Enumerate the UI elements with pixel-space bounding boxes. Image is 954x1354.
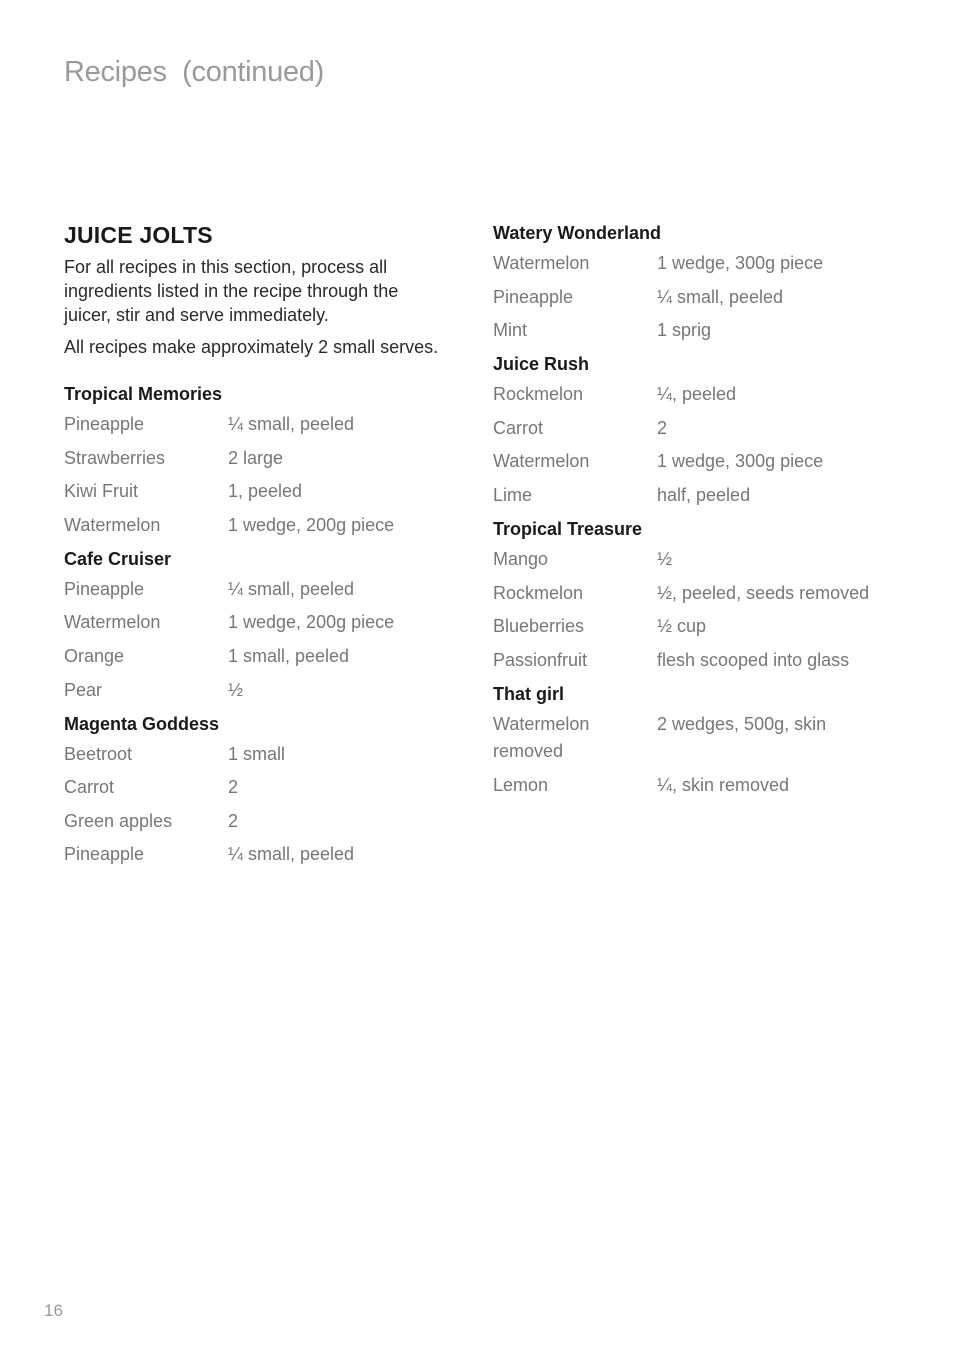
ingredient-name: Pineapple <box>493 286 574 307</box>
ingredient-name: Green apples <box>64 810 173 831</box>
ingredient-name: Strawberries <box>64 447 166 468</box>
recipe-block <box>64 713 444 868</box>
ingredient-name: Watermelon <box>493 253 590 273</box>
ingredient-row <box>64 643 444 669</box>
section-title: JUICE JOLTS <box>64 222 213 248</box>
ingredient-name: Mint <box>493 320 528 341</box>
left-column <box>64 222 444 877</box>
ingredient-name: Pear <box>64 679 103 700</box>
ingredient-quantity: 1, peeled <box>228 481 303 502</box>
ingredient-row <box>64 609 444 635</box>
ingredient-name: Rockmelon <box>493 582 584 603</box>
ingredient-quantity: ½, peeled, seeds removed <box>657 582 870 603</box>
ingredient-row <box>64 808 444 834</box>
ingredient-row <box>64 677 444 703</box>
ingredient-name: Pineapple <box>64 844 145 865</box>
recipe-block <box>64 383 444 538</box>
ingredient-quantity: ½ <box>228 679 244 700</box>
ingredient-name: Lemon <box>493 775 549 796</box>
ingredient-quantity: 1 sprig <box>657 320 712 341</box>
ingredient-row <box>493 580 913 606</box>
ingredient-name: Kiwi Fruit <box>64 481 139 502</box>
ingredient-row <box>493 647 913 673</box>
ingredient-quantity: 1 wedge, 200g piece <box>228 514 395 535</box>
section-serves: All recipes make approximately 2 small serves. <box>64 337 439 357</box>
ingredient-row <box>64 841 444 867</box>
ingredient-quantity: ½ <box>657 548 673 569</box>
ingredient-row <box>64 411 444 437</box>
ingredient-quantity: ¼ small, peeled <box>228 578 355 599</box>
ingredient-row <box>64 576 444 602</box>
ingredient-name: Watermelon <box>64 514 161 535</box>
ingredient-name: Watermelon <box>64 612 161 633</box>
ingredient-row <box>493 482 913 508</box>
recipe-title: Juice Rush <box>493 354 590 375</box>
ingredient-quantity-continued: removed <box>493 740 564 761</box>
ingredient-name: Carrot <box>493 417 544 438</box>
ingredient-name: Pineapple <box>64 414 145 434</box>
ingredient-quantity: 2 <box>657 417 668 438</box>
ingredient-name: Watermelon <box>493 713 590 734</box>
ingredient-quantity: 1 small <box>228 743 286 764</box>
ingredient-row <box>493 711 913 765</box>
right-column <box>493 222 913 808</box>
recipe-title: Tropical Memories <box>64 384 223 404</box>
ingredient-row <box>493 250 913 276</box>
ingredient-name: Mango <box>493 548 549 569</box>
ingredient-row <box>64 512 444 538</box>
ingredient-name: Watermelon <box>493 451 590 472</box>
ingredient-row <box>493 415 913 441</box>
ingredient-name: Pineapple <box>64 578 145 599</box>
ingredient-row <box>493 546 913 572</box>
recipe-block <box>493 518 913 673</box>
ingredient-name: Passionfruit <box>493 649 588 670</box>
ingredient-name: Rockmelon <box>493 384 584 405</box>
ingredient-quantity: half, peeled <box>657 484 751 505</box>
ingredient-quantity: ¼, peeled <box>657 384 737 405</box>
ingredient-name: Lime <box>493 484 533 505</box>
ingredient-quantity: ¼ small, peeled <box>228 414 355 434</box>
ingredient-quantity: ¼ small, peeled <box>228 844 355 865</box>
recipe-block <box>493 683 913 799</box>
ingredient-row <box>493 448 913 474</box>
recipe-block <box>493 353 913 508</box>
ingredient-row <box>64 478 444 504</box>
ingredient-quantity: 1 small, peeled <box>228 645 350 666</box>
ingredient-quantity: 2 wedges, 500g, skin <box>657 713 827 734</box>
ingredient-name: Carrot <box>64 777 115 798</box>
ingredient-row <box>64 774 444 800</box>
ingredient-quantity: ¼, skin removed <box>657 775 790 796</box>
section-intro: For all recipes in this section, process all ingredients listed in the recipe through the juicer, stir and serve immediately. <box>64 257 399 325</box>
ingredient-name: Orange <box>64 645 125 666</box>
ingredient-name: Beetroot <box>64 743 133 764</box>
page-title: Recipes (continued) <box>64 56 324 88</box>
ingredient-quantity: 1 wedge, 300g piece <box>657 451 824 472</box>
recipe-title: That girl <box>493 683 564 704</box>
ingredient-quantity: 2 <box>228 777 239 798</box>
ingredient-row <box>493 772 913 798</box>
recipe-list-right <box>493 222 913 798</box>
ingredient-name: Blueberries <box>493 616 585 637</box>
recipe-list-left <box>64 383 444 867</box>
recipe-title: Watery Wonderland <box>493 223 662 243</box>
recipe-title: Magenta Goddess <box>64 713 220 734</box>
recipe-block <box>64 548 444 703</box>
ingredient-row <box>493 613 913 639</box>
ingredient-quantity: 1 wedge, 300g piece <box>657 253 824 273</box>
ingredient-row <box>493 317 913 343</box>
ingredient-row <box>493 381 913 407</box>
ingredient-quantity: 2 large <box>228 447 284 468</box>
ingredient-quantity: ½ cup <box>657 616 707 637</box>
ingredient-row <box>64 445 444 471</box>
ingredient-row <box>64 741 444 767</box>
ingredient-quantity: ¼ small, peeled <box>657 286 784 307</box>
recipe-title: Tropical Treasure <box>493 518 643 539</box>
recipe-title: Cafe Cruiser <box>64 548 172 569</box>
recipe-block <box>493 222 913 343</box>
ingredient-quantity: 1 wedge, 200g piece <box>228 612 395 633</box>
ingredient-row <box>493 284 913 310</box>
ingredient-quantity: flesh scooped into glass <box>657 649 850 670</box>
ingredient-quantity: 2 <box>228 810 239 831</box>
page-number: 16 <box>44 1301 63 1320</box>
